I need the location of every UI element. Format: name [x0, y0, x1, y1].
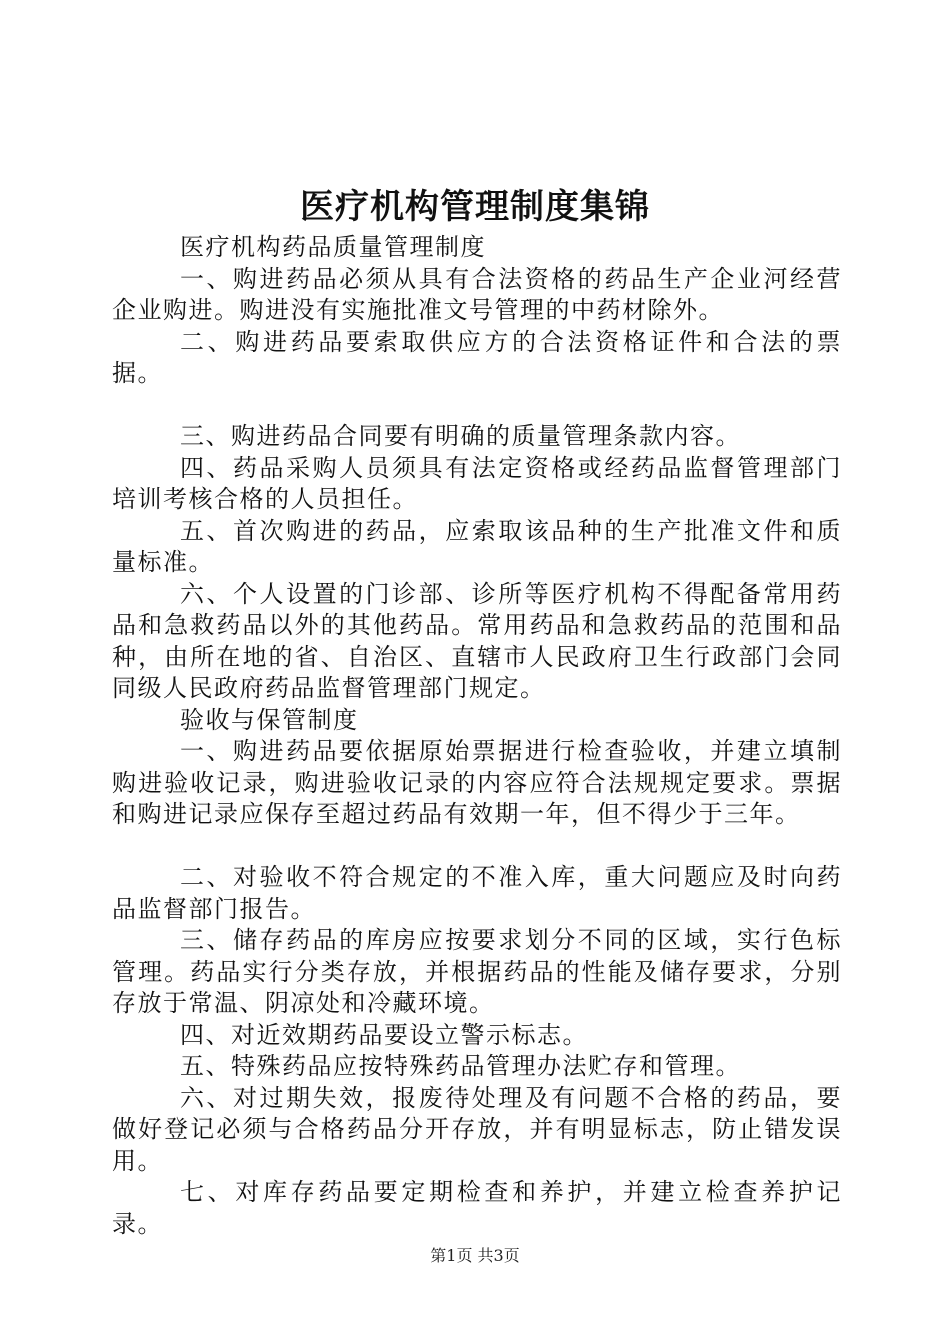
- paragraph-purchase-6: 六、个人设置的门诊部、诊所等医疗机构不得配备常用药品和急救药品以外的其他药品。常用药品和急救药品的范围和品种，由所在地的省、自治区、直辖市人民政府卫生行政部门会同同级人民政府药品监督管理部门规定。: [112, 579, 842, 702]
- paragraph-storage-3: 三、储存药品的库房应按要求划分不同的区域，实行色标管理。药品实行分类存放，并根据药品的性能及储存要求，分别存放于常温、阴凉处和冷藏环境。: [112, 926, 842, 1017]
- paragraph-storage-2: 二、对验收不符合规定的不准入库，重大问题应及时向药品监督部门报告。: [112, 863, 842, 923]
- paragraph-storage-6: 六、对过期失效，报废待处理及有问题不合格的药品，要做好登记必须与合格药品分开存放，并有明显标志，防止错发误用。: [112, 1083, 842, 1175]
- section-heading-drug-quality: 医疗机构药品质量管理制度: [180, 233, 486, 261]
- paragraph-storage-5: 五、特殊药品应按特殊药品管理办法贮存和管理。: [180, 1052, 741, 1080]
- section-heading-acceptance-storage: 验收与保管制度: [180, 705, 359, 734]
- paragraph-purchase-4: 四、药品采购人员须具有法定资格或经药品监督管理部门培训考核合格的人员担任。: [112, 453, 842, 513]
- page-number-footer: 第1页 共3页: [430, 1246, 520, 1265]
- paragraph-storage-7: 七、对库存药品要定期检查和养护，并建立检查养护记录。: [112, 1178, 842, 1238]
- document-title: 医疗机构管理制度集锦: [300, 187, 650, 227]
- paragraph-purchase-1: 一、购进药品必须从具有合法资格的药品生产企业河经营企业购进。购进没有实施批准文号管理的中药材除外。: [112, 264, 842, 324]
- paragraph-purchase-2: 二、购进药品要索取供应方的合法资格证件和合法的票据。: [112, 327, 842, 387]
- paragraph-purchase-3: 三、购进药品合同要有明确的质量管理条款内容。: [180, 422, 741, 450]
- paragraph-purchase-5: 五、首次购进的药品，应索取该品种的生产批准文件和质量标准。: [112, 516, 842, 576]
- document-body: [112, 232, 842, 1240]
- paragraph-storage-1: 一、购进药品要依据原始票据进行检查验收，并建立填制购进验收记录，购进验收记录的内容应符合法规规定要求。票据和购进记录应保存至超过药品有效期一年，但不得少于三年。: [112, 737, 842, 828]
- paragraph-storage-4: 四、对近效期药品要设立警示标志。: [180, 1020, 588, 1049]
